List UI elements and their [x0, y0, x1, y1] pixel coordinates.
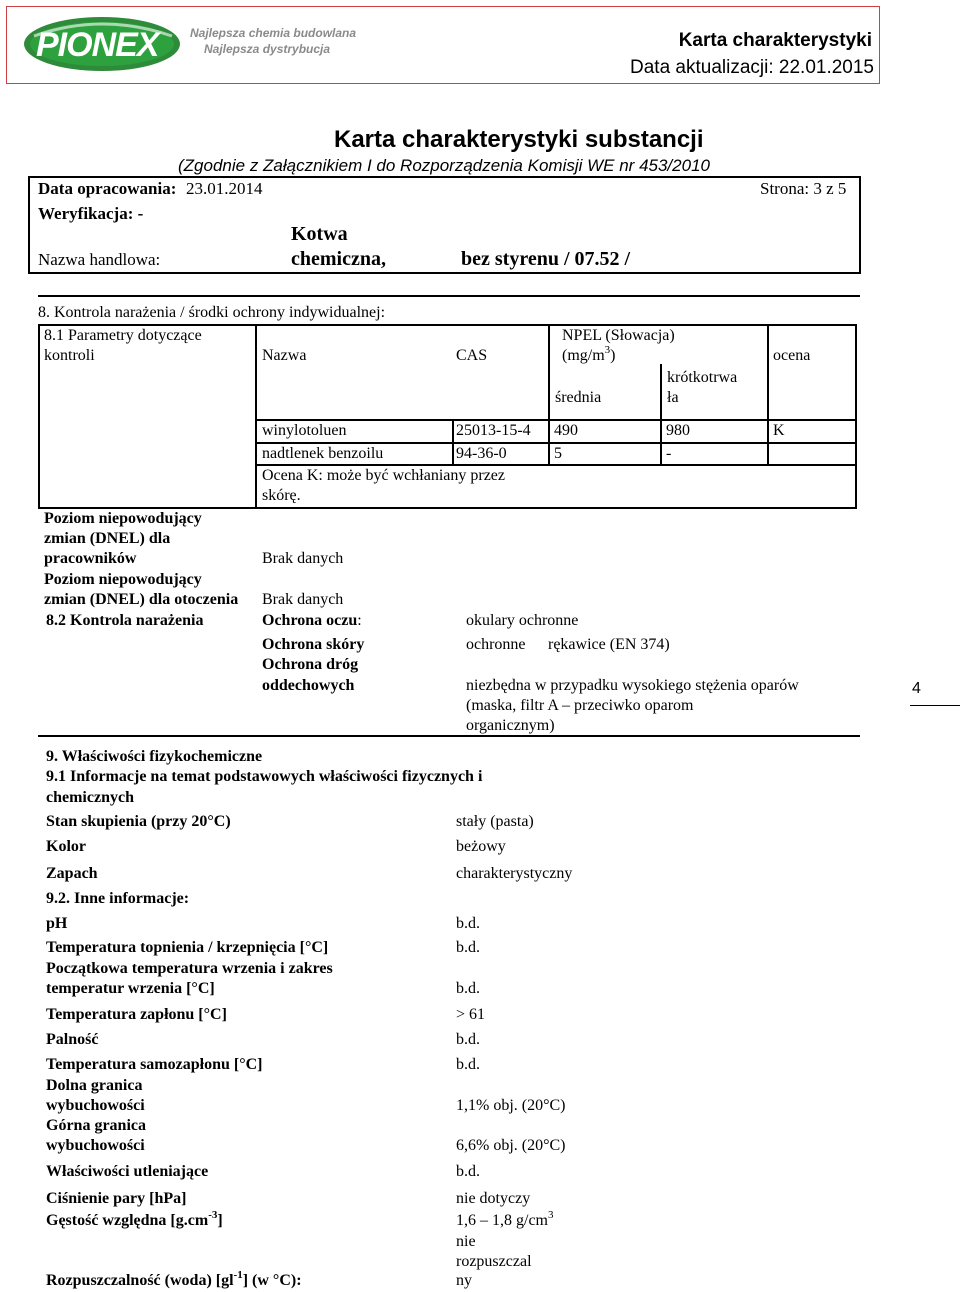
state-label: Stan skupienia (przy 20°C) — [46, 813, 231, 830]
margin-note: 4 — [912, 680, 921, 697]
row-divider — [255, 442, 857, 444]
section-8-title: 8. Kontrola narażenia / środki ochrony indywidualnej: — [38, 304, 386, 321]
col-header-krotko-2: ła — [667, 389, 679, 406]
vapour-pressure-value: nie dotyczy — [456, 1190, 531, 1207]
eye-protection-value: okulary ochronne — [466, 612, 579, 629]
oxidizing-label: Właściwości utleniające — [46, 1163, 209, 1180]
solubility-value-2: rozpuszczal — [456, 1253, 532, 1270]
col-header-ocena: ocena — [773, 347, 811, 364]
boiling-label-2: temperatur wrzenia [°C] — [46, 980, 215, 997]
dnel-env-1: Poziom niepowodujący — [44, 571, 202, 588]
verification: Weryfikacja: - — [38, 204, 144, 223]
logo-text: PIONEX — [36, 26, 159, 64]
logo-tagline-1: Najlepsza chemia budowlana — [190, 26, 357, 40]
eye-label-text: Ochrona oczu — [262, 612, 358, 629]
col-header-cas: CAS — [456, 347, 488, 364]
section-9-title: 9. Właściwości fizykochemiczne — [46, 748, 263, 765]
solubility-label — [46, 1269, 302, 1290]
density-label — [46, 1209, 223, 1230]
resp-protection-label-2: oddechowych — [262, 677, 355, 694]
boiling-value: b.d. — [456, 980, 480, 997]
solubility-value-3: ny — [456, 1272, 472, 1289]
density-value-text: 1,6 – 1,8 g/cm — [456, 1212, 548, 1229]
solubility-label-text: Rozpuszczalność (woda) [gl — [46, 1272, 234, 1289]
density-label-text: Gęstość względna [g.cm — [46, 1212, 209, 1229]
doc-title: Karta charakterystyki substancji — [334, 126, 704, 153]
params-label-1: 8.1 Parametry dotyczące — [44, 327, 202, 344]
pionex-logo — [22, 14, 182, 74]
flash-label: Temperatura zapłonu [°C] — [46, 1006, 227, 1023]
autoignition-value: b.d. — [456, 1056, 480, 1073]
npel-unit: (mg/m — [562, 347, 605, 364]
density-label-close: ] — [217, 1212, 223, 1229]
table-row-name: nadtlenek benzoilu — [262, 445, 384, 462]
dnel-env-value: Brak danych — [262, 591, 344, 608]
resp-protection-value-2: (maska, filtr A – przeciwko oparom — [466, 697, 694, 714]
prep-date: 23.01.2014 — [186, 179, 263, 198]
lel-label-2: wybuchowości — [46, 1097, 145, 1114]
solubility-label-close: ] (w °C): — [242, 1272, 302, 1289]
color-label: Kolor — [46, 838, 86, 855]
odor-label: Zapach — [46, 865, 98, 882]
lel-value: 1,1% obj. (20°C) — [456, 1097, 566, 1114]
table-row-cas: 25013-15-4 — [456, 422, 531, 439]
table-row-short: 980 — [666, 422, 690, 439]
section-9-1-title-1: 9.1 Informacje na temat podstawowych właściwości fizycznych i — [46, 768, 483, 785]
prep-label: Data opracowania: — [38, 179, 177, 198]
params-label-2: kontroli — [44, 347, 95, 364]
rating-note-1: Ocena K: może być wchłaniany przez — [262, 467, 505, 484]
odor-value: charakterystyczny — [456, 865, 573, 882]
state-value: stały (pasta) — [456, 813, 534, 830]
other-info-title: 9.2. Inne informacje: — [46, 890, 190, 907]
dnel-workers-value: Brak danych — [262, 550, 344, 567]
section-9-rule — [38, 735, 860, 737]
col-header-krotko-1: krótkotrwa — [667, 369, 738, 386]
page-number: Strona: 3 z 5 — [760, 179, 847, 198]
col-divider — [255, 324, 257, 509]
doc-subtitle: (Zgodnie z Załącznikiem I do Rozporządzenia Komisji WE nr 453/2010 — [178, 156, 710, 175]
melting-value: b.d. — [456, 939, 480, 956]
dnel-workers-2: zmian (DNEL) dla — [44, 530, 171, 547]
margin-note-line — [910, 705, 960, 706]
ph-value: b.d. — [456, 915, 480, 932]
oxidizing-value: b.d. — [456, 1163, 480, 1180]
flash-value: > 61 — [456, 1006, 486, 1023]
resp-protection-value-3: organicznym) — [466, 717, 555, 734]
exposure-control-title: 8.2 Kontrola narażenia — [46, 612, 204, 629]
density-value-sup: 3 — [548, 1209, 554, 1221]
col-header-npel-2 — [562, 344, 616, 365]
eye-colon: : — [357, 612, 362, 629]
col-header-nazwa: Nazwa — [262, 347, 307, 364]
skin-protection-value-1: ochronne — [466, 636, 526, 653]
boiling-label-1: Początkowa temperatura wrzenia i zakres — [46, 960, 333, 977]
uel-label-2: wybuchowości — [46, 1137, 145, 1154]
trade-name-3: bez styrenu / 07.52 / — [461, 248, 631, 270]
vapour-pressure-label: Ciśnienie pary [hPa] — [46, 1190, 187, 1207]
table-row-name: winylotoluen — [262, 422, 347, 439]
table-row-short: - — [666, 445, 672, 462]
solubility-value-1: nie — [456, 1233, 476, 1250]
uel-value: 6,6% obj. (20°C) — [456, 1137, 566, 1154]
dnel-workers-1: Poziom niepowodujący — [44, 510, 202, 527]
flammability-value: b.d. — [456, 1031, 480, 1048]
col-divider — [660, 364, 662, 465]
table-row-rating: K — [773, 422, 785, 439]
skin-protection-value-2: rękawice (EN 374) — [548, 636, 670, 653]
lel-label-1: Dolna granica — [46, 1077, 143, 1094]
table-row-cas: 94-36-0 — [456, 445, 507, 462]
npel-unit-close: ) — [610, 347, 616, 364]
trade-label: Nazwa handlowa: — [38, 250, 161, 269]
dnel-workers-3: pracowników — [44, 550, 137, 567]
table-row-avg: 5 — [554, 445, 562, 462]
eye-protection-label — [262, 612, 362, 630]
dnel-env-2: zmian (DNEL) dla otoczenia — [44, 591, 239, 608]
color-value: beżowy — [456, 838, 506, 855]
flammability-label: Palność — [46, 1031, 99, 1048]
rating-note-2: skórę. — [262, 487, 301, 504]
col-header-srednia: średnia — [555, 389, 602, 406]
ph-label: pH — [46, 915, 68, 932]
autoignition-label: Temperatura samozapłonu [°C] — [46, 1056, 263, 1073]
density-value — [456, 1209, 554, 1230]
trade-name-1: Kotwa — [291, 223, 348, 245]
npel-unit-sup: 3 — [604, 344, 611, 356]
table-row-avg: 490 — [554, 422, 578, 439]
trade-name-2: chemiczna, — [291, 248, 386, 270]
header-update: Data aktualizacji: 22.01.2015 — [630, 57, 874, 78]
header-title: Karta charakterystyki — [678, 30, 872, 51]
logo-tagline-2: Najlepsza dystrybucja — [204, 42, 331, 56]
section-9-1-title-2: chemicznych — [46, 789, 134, 806]
row-divider — [255, 464, 857, 466]
solubility-label-sup: -1 — [233, 1269, 243, 1281]
skin-protection-label: Ochrona skóry — [262, 636, 365, 653]
row-divider — [255, 419, 857, 421]
section-8-rule — [38, 295, 860, 297]
uel-label-1: Górna granica — [46, 1117, 146, 1134]
resp-protection-value-1: niezbędna w przypadku wysokiego stężenia oparów — [466, 677, 799, 694]
density-label-sup: -3 — [208, 1209, 218, 1221]
col-header-npel-1: NPEL (Słowacja) — [562, 327, 675, 344]
melting-label: Temperatura topnienia / krzepnięcia [°C] — [46, 939, 329, 956]
resp-protection-label-1: Ochrona dróg — [262, 656, 359, 673]
